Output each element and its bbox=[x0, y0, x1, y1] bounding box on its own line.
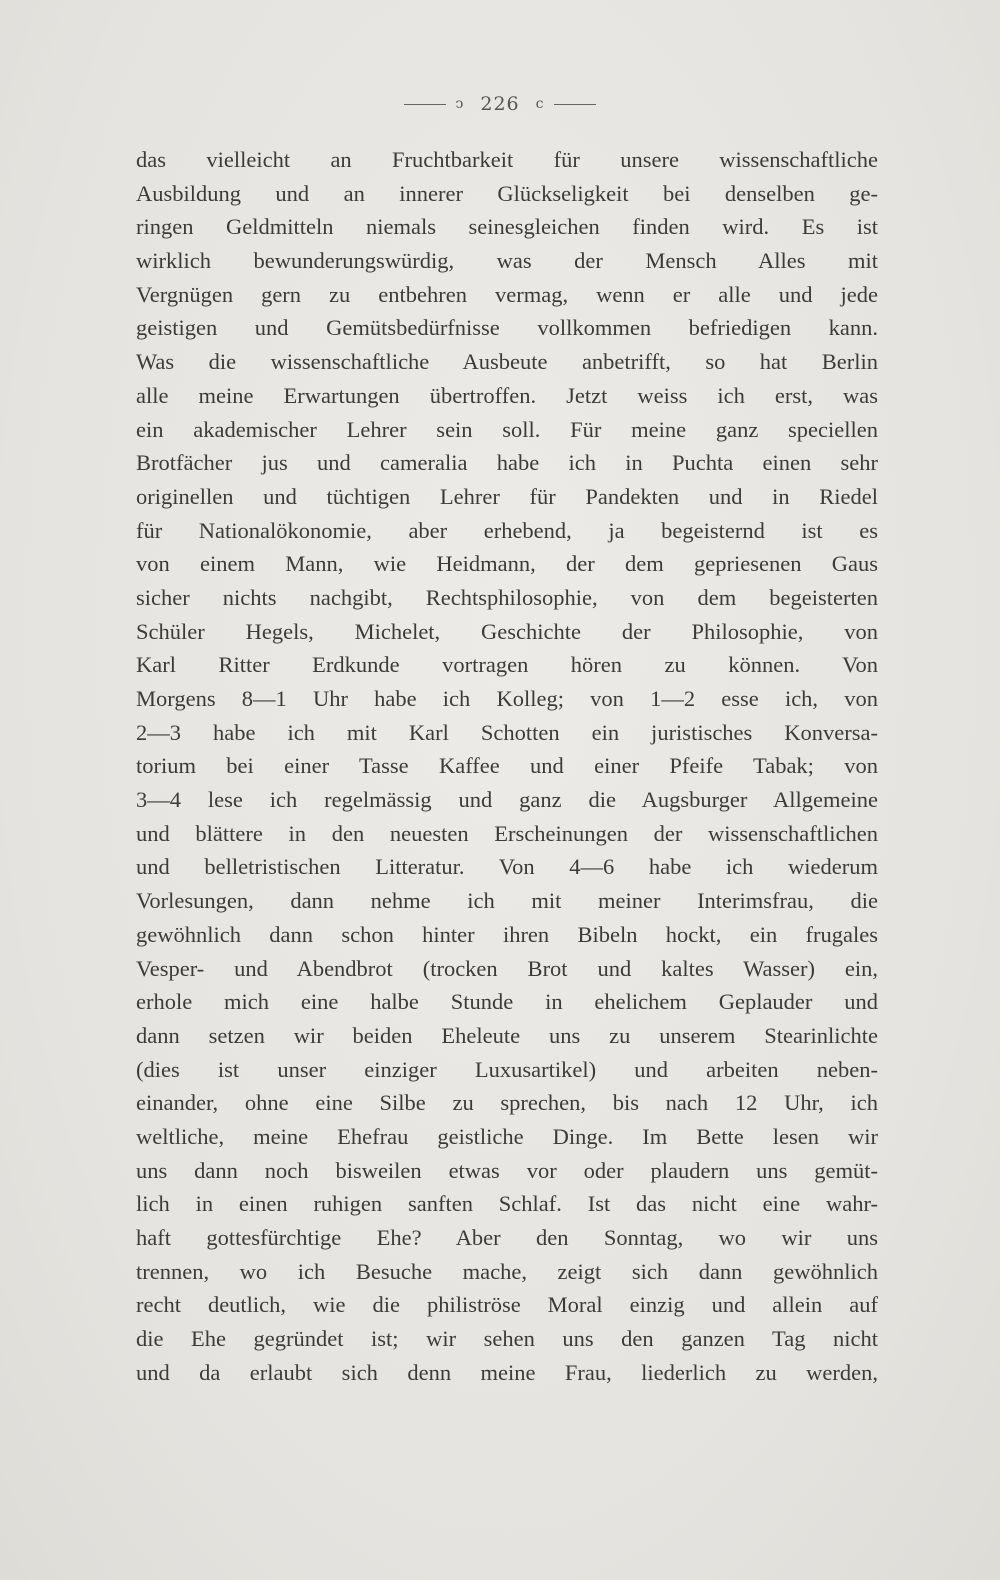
text-line: alle meine Erwartungen übertroffen. Jetzt weiss ich erst, was bbox=[136, 382, 878, 408]
text-line: 3—4 lese ich regelmässig und ganz die Augsburger Allgemeine bbox=[136, 787, 878, 813]
text-line: Karl Ritter Erdkunde vortragen hören zu können. Von bbox=[136, 652, 878, 678]
text-line: für Nationalökonomie, aber erhebend, ja begeisternd ist es bbox=[136, 517, 878, 543]
right-rule bbox=[554, 104, 596, 105]
text-line: recht deutlich, wie die philiströse Moral einzig und allein auf bbox=[136, 1292, 878, 1318]
left-ornament: ↄ bbox=[455, 96, 465, 112]
text-line: Was die wissenschaftliche Ausbeute anbetrifft, so hat Berlin bbox=[136, 349, 878, 375]
text-line: torium bei einer Tasse Kaffee und einer Pfeife Tabak; von bbox=[136, 753, 878, 779]
text-line: und belletristischen Litteratur. Von 4—6 habe ich wiederum bbox=[136, 854, 878, 880]
text-line: (dies ist unser einziger Luxusartikel) und arbeiten neben- bbox=[136, 1056, 878, 1082]
text-line: sicher nichts nachgibt, Rechtsphilosophie, von dem begeisterten bbox=[136, 584, 878, 610]
text-line: ein akademischer Lehrer sein soll. Für meine ganz speciellen bbox=[136, 416, 878, 442]
text-line: uns dann noch bisweilen etwas vor oder plaudern uns gemüt- bbox=[136, 1157, 878, 1183]
text-line: die Ehe gegründet ist; wir sehen uns den ganzen Tag nicht bbox=[136, 1326, 878, 1352]
page-number: 226 bbox=[480, 93, 520, 115]
running-head bbox=[0, 92, 1000, 115]
text-line: von einem Mann, wie Heidmann, der dem gepriesenen Gaus bbox=[136, 551, 878, 577]
text-line: dann setzen wir beiden Eheleute uns zu unserem Stearinlichte bbox=[136, 1022, 878, 1048]
text-line: Brotfächer jus und cameralia habe ich in Puchta einen sehr bbox=[136, 450, 878, 476]
text-line: und da erlaubt sich denn meine Frau, liederlich zu werden, bbox=[136, 1359, 878, 1385]
left-rule bbox=[404, 104, 446, 105]
text-line: wirklich bewunderungswürdig, was der Mensch Alles mit bbox=[136, 248, 878, 274]
text-line: einander, ohne eine Silbe zu sprechen, bis nach 12 Uhr, ich bbox=[136, 1090, 878, 1116]
text-line: Ausbildung und an innerer Glückseligkeit bei denselben ge- bbox=[136, 180, 878, 206]
text-line: gewöhnlich dann schon hinter ihren Bibeln hockt, ein frugales bbox=[136, 921, 878, 947]
right-ornament: c bbox=[535, 96, 545, 112]
text-line: lich in einen ruhigen sanften Schlaf. Ist das nicht eine wahr- bbox=[136, 1191, 878, 1217]
text-line: Morgens 8—1 Uhr habe ich Kolleg; von 1—2 esse ich, von bbox=[136, 686, 878, 711]
text-line: haft gottesfürchtige Ehe? Aber den Sonntag, wo wir uns bbox=[136, 1225, 878, 1250]
body-text bbox=[136, 143, 878, 1389]
text-line: Vorlesungen, dann nehme ich mit meiner Interimsfrau, die bbox=[136, 888, 878, 914]
text-line: erhole mich eine halbe Stunde in ehelichem Geplauder und bbox=[136, 989, 878, 1015]
text-line: weltliche, meine Ehefrau geistliche Dinge. Im Bette lesen wir bbox=[136, 1123, 878, 1149]
text-line: ringen Geldmitteln niemals seinesgleichen finden wird. Es ist bbox=[136, 214, 878, 240]
text-line: das vielleicht an Fruchtbarkeit für unsere wissenschaftliche bbox=[136, 147, 878, 172]
text-line: geistigen und Gemütsbedürfnisse vollkommen befriedigen kann. bbox=[136, 315, 878, 341]
text-line: Vergnügen gern zu entbehren vermag, wenn er alle und jede bbox=[136, 281, 878, 307]
text-line: trennen, wo ich Besuche mache, zeigt sich dann gewöhnlich bbox=[136, 1258, 878, 1284]
text-line: Schüler Hegels, Michelet, Geschichte der Philosophie, von bbox=[136, 618, 878, 644]
text-line: und blättere in den neuesten Erscheinungen der wissenschaftlichen bbox=[136, 820, 878, 846]
text-line: Vesper- und Abendbrot (trocken Brot und kaltes Wasser) ein, bbox=[136, 955, 878, 981]
text-line: 2—3 habe ich mit Karl Schotten ein juristisches Konversa- bbox=[136, 719, 878, 745]
text-line: originellen und tüchtigen Lehrer für Pandekten und in Riedel bbox=[136, 483, 878, 509]
